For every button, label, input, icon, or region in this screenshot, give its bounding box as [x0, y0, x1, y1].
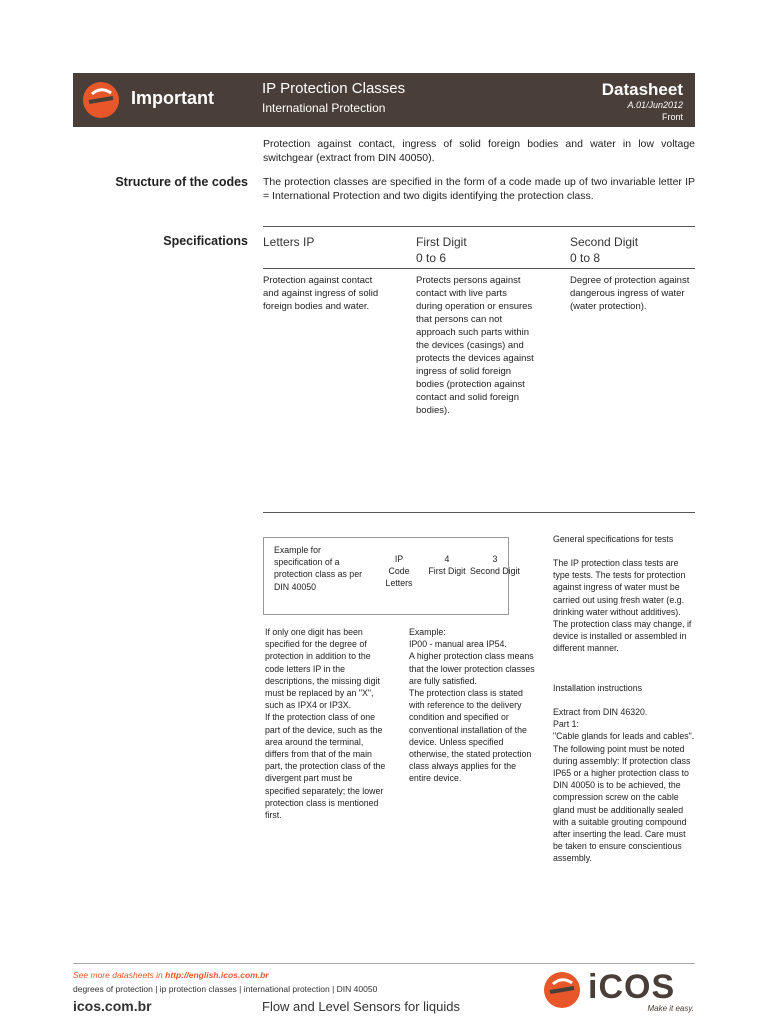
- example-col-second-digit: [470, 553, 520, 577]
- tests-heading: General specifications for tests: [553, 534, 674, 544]
- spec-col-second-digit: [570, 234, 695, 266]
- install-heading: Installation instructions: [553, 683, 642, 693]
- see-more-line: [73, 970, 269, 980]
- spec-top-rule: [263, 226, 695, 227]
- example-value: IP: [394, 554, 404, 564]
- example-col-first-digit: [422, 553, 472, 577]
- spec-col-title: Second Digit: [570, 235, 639, 249]
- tagline: Flow and Level Sensors for liquids: [262, 999, 460, 1014]
- spec-letters-text: Protection against contact and against ingress of solid foreign bodies and water.: [263, 275, 379, 312]
- specifications-heading: Specifications: [163, 234, 248, 248]
- spec-col-first-digit: [416, 234, 556, 266]
- brand-name: iCOS: [588, 968, 676, 1006]
- brand-logo-icon: [544, 972, 580, 1008]
- icos-logo-icon: [83, 82, 119, 118]
- middle-note: Example: IP00 - manual area IP54. A higher protection class means that the lower protection classes are fully satisfied. The protection class is stated with reference to the delivery condition and specified or conventional installation of the device. Unless specified otherwise, the stated protection class always applies for the entire device.: [409, 627, 535, 784]
- left-note: If only one digit has been specified for the degree of protection in addition to the code letters IP in the descriptions, the missing digit must be replaced by an "X", such as IPX4 or IP3X. If the protection class of one part of the device, such as the area around the terminal, differs from that of the main part, the protection class of the divergent part must be specified separately; the lower protection class is mentioned first.: [265, 627, 386, 821]
- spec-header-rule: [263, 268, 695, 269]
- spec-col-title: First Digit: [416, 235, 467, 249]
- datasheet-label: Datasheet: [601, 80, 683, 99]
- example-value: 4: [444, 554, 450, 564]
- example-label: Code Letters: [385, 566, 413, 588]
- example-col-ip: [374, 553, 424, 589]
- footer-rule: [73, 963, 695, 964]
- tests-text: The IP protection class tests are type tests. The tests for protection against ingress of water must be carried out using fresh water (e.g. drinking water without additives). The protection class may change, if device is installed or assembled in different manner.: [553, 558, 692, 654]
- spec-col-letters: [263, 234, 403, 250]
- example-label: First Digit: [428, 566, 466, 576]
- header-band: [73, 73, 695, 127]
- see-more-prefix: See more datasheets in: [73, 970, 166, 980]
- side-label: Front: [661, 112, 683, 122]
- structure-heading: Structure of the codes: [115, 175, 248, 189]
- brand-logo: [544, 970, 694, 1014]
- intro-paragraph: Protection against contact, ingress of solid foreign bodies and water in low voltage switchgear (extract from DIN 40050).: [263, 138, 695, 164]
- important-label: Important: [131, 88, 214, 108]
- spec-bottom-rule: [263, 512, 695, 513]
- site-link[interactable]: icos.com.br: [73, 998, 152, 1014]
- spec-col-range: 0 to 8: [570, 251, 601, 265]
- spec-col-range: 0 to 6: [416, 251, 447, 265]
- example-box: [263, 537, 520, 615]
- spec-first-digit-text: Protects persons against contact with live parts during operation or ensures that persons can not approach such parts within the devices (casings) and protects the devices against ingress of solid foreign bodies (protection against contact and solid foreign bodies).: [416, 275, 534, 416]
- example-value: 3: [492, 554, 498, 564]
- structure-paragraph: The protection classes are specified in the form of a code made up of two invariable letter IP = International Protection and two digits identifying the protection class.: [263, 176, 695, 202]
- brand-slogan: Make it easy.: [647, 1004, 694, 1013]
- revision-label: A.01/Jun2012: [627, 100, 683, 110]
- example-caption: Example for specification of a protection class as per DIN 40050: [274, 545, 363, 592]
- keywords-line: degrees of protection | ip protection classes | international protection | DIN 40050: [73, 984, 378, 994]
- spec-second-digit-text: Degree of protection against dangerous ingress of water (water protection).: [570, 275, 690, 312]
- document-title: IP Protection Classes: [262, 80, 406, 97]
- document-subtitle: International Protection: [262, 101, 386, 115]
- example-label: Second Digit: [470, 566, 520, 576]
- install-text: Extract from DIN 46320. Part 1: "Cable glands for leads and cables". The following point must be noted during assembly: If protection class IP65 or a higher protection class to DIN 40050 is to be achieved, the compression screw on the cable gland must be additionally sealed with a suitable grouting compound after inserting the lead. Care must be taken to ensure conscientious assembly.: [553, 707, 695, 864]
- spec-col-title: Letters IP: [263, 235, 315, 249]
- see-more-link[interactable]: http://english.icos.com.br: [165, 970, 269, 980]
